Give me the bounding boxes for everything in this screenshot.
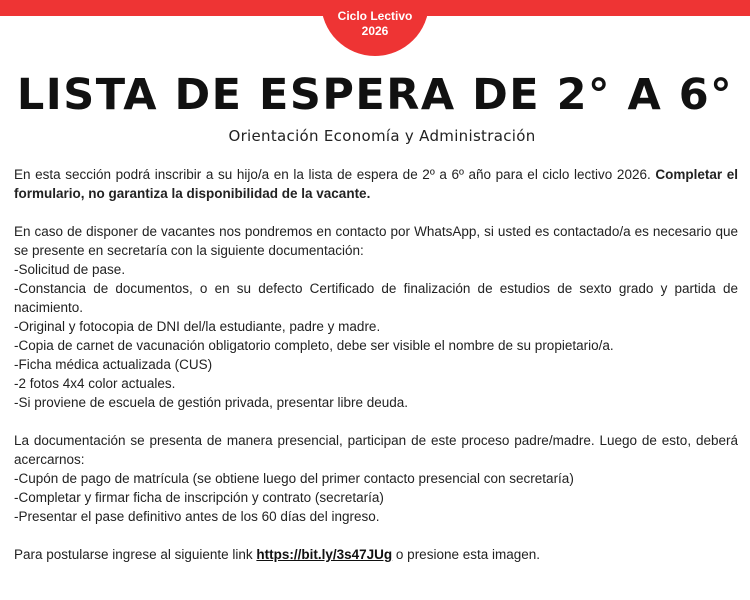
footer-paragraph <box>14 545 738 564</box>
contact-paragraph: En caso de disponer de vacantes nos pondremos en contacto por WhatsApp, si usted es contactado/a es necesario que se presente en secretaría con la siguiente documentación: <box>14 224 738 258</box>
cycle-year: 2026 <box>361 24 389 38</box>
doc-item: -2 fotos 4x4 color actuales. <box>14 376 176 391</box>
page-title: LISTA DE ESPERA DE 2° A 6° <box>16 70 734 120</box>
signup-link[interactable]: https://bit.ly/3s47JUg <box>256 547 393 562</box>
doc-item: -Original y fotocopia de DNI del/la estudiante, padre y madre. <box>14 319 381 334</box>
cycle-label: Ciclo Lectivo <box>337 9 413 23</box>
doc-item: -Copia de carnet de vacunación obligatorio completo, debe ser visible el nombre de su propietario/a. <box>14 338 614 353</box>
presential-paragraph: La documentación se presenta de manera presencial, participan de este proceso padre/madre. Luego de esto, deberá acercarnos: <box>14 433 738 467</box>
intro-bold-note: Completar el formulario, no garantiza la disponibilidad de la vacante. <box>14 167 738 201</box>
intro-paragraph <box>14 165 738 203</box>
doc-item: -Si proviene de escuela de gestión privada, presentar libre deuda. <box>14 395 408 410</box>
main-content <box>14 165 738 564</box>
doc-item: -Constancia de documentos, o en su defecto Certificado de finalización de estudios de sexto grado y partida de nacimiento. <box>14 281 738 315</box>
cycle-badge <box>321 0 429 56</box>
page-subtitle: Orientación Economía y Administración <box>228 127 536 145</box>
doc-item: -Ficha médica actualizada (CUS) <box>14 357 213 372</box>
doc-item: -Solicitud de pase. <box>14 262 126 277</box>
footer-prefix: Para postularse ingrese al siguiente link <box>14 547 257 562</box>
step-item: -Cupón de pago de matrícula (se obtiene luego del primer contacto presencial con secretaría) <box>14 471 574 486</box>
intro-text: En esta sección podrá inscribir a su hijo/a en la lista de espera de 2º a 6º año para el ciclo lectivo 2026. <box>14 167 651 182</box>
footer-suffix: o presione esta imagen. <box>392 547 541 562</box>
step-item: -Presentar el pase definitivo antes de los 60 días del ingreso. <box>14 509 380 524</box>
step-item: -Completar y firmar ficha de inscripción y contrato (secretaría) <box>14 490 384 505</box>
